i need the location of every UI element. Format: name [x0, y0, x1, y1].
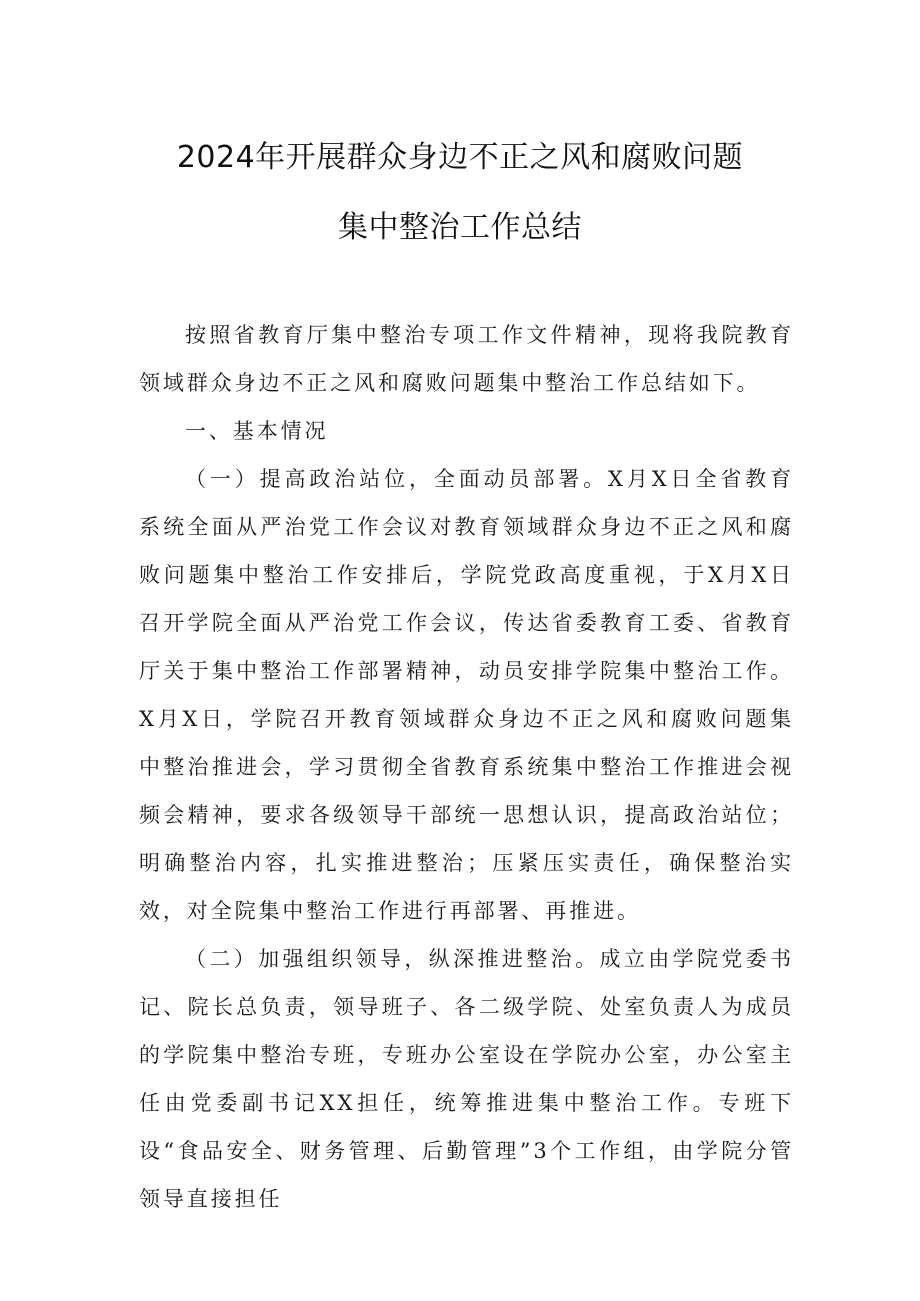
document-body — [139, 311, 794, 1223]
section-heading: 一、基本情况 — [185, 419, 329, 443]
intro-paragraph: 按照省教育厅集中整治专项工作文件精神，现将我院教育领域群众身边不正之风和腐败问题集中整治工作总结如下。 — [139, 323, 794, 395]
paragraph-1: （一）提高政治站位，全面动员部署。X月X日全省教育系统全面从严治党工作会议对教育领域群众身边不正之风和腐败问题集中整治工作安排后，学院党政高度重视，于X月X日召开学院全面从严治党工作会议，传达省委教育工委、省教育厅关于集中整治工作部署精神，动员安排学院集中整治工作。X月X日，学院召开教育领域群众身边不正之风和腐败问题集中整治推进会，学习贯彻全省教育系统集中整治工作推进会视频会精神，要求各级领导干部统一思想认识，提高政治站位；明确整治内容，扎实推进整治；压紧压实责任，确保整治实效，对全院集中整治工作进行再部署、再推进。 — [139, 467, 794, 923]
document-title-line-1: 2024年开展群众身边不正之风和腐败问题 — [176, 140, 744, 175]
paragraph-2: （二）加强组织领导，纵深推进整治。成立由学院党委书记、院长总负责，领导班子、各二级学院、处室负责人为成员的学院集中整治专班，专班办公室设在学院办公室，办公室主任由党委副书记XX担任，统筹推进集中整治工作。专班下设“食品安全、财务管理、后勤管理”3个工作组，由学院分管领导直接担任 — [139, 947, 794, 1211]
document-title-line-2: 集中整治工作总结 — [338, 210, 582, 245]
